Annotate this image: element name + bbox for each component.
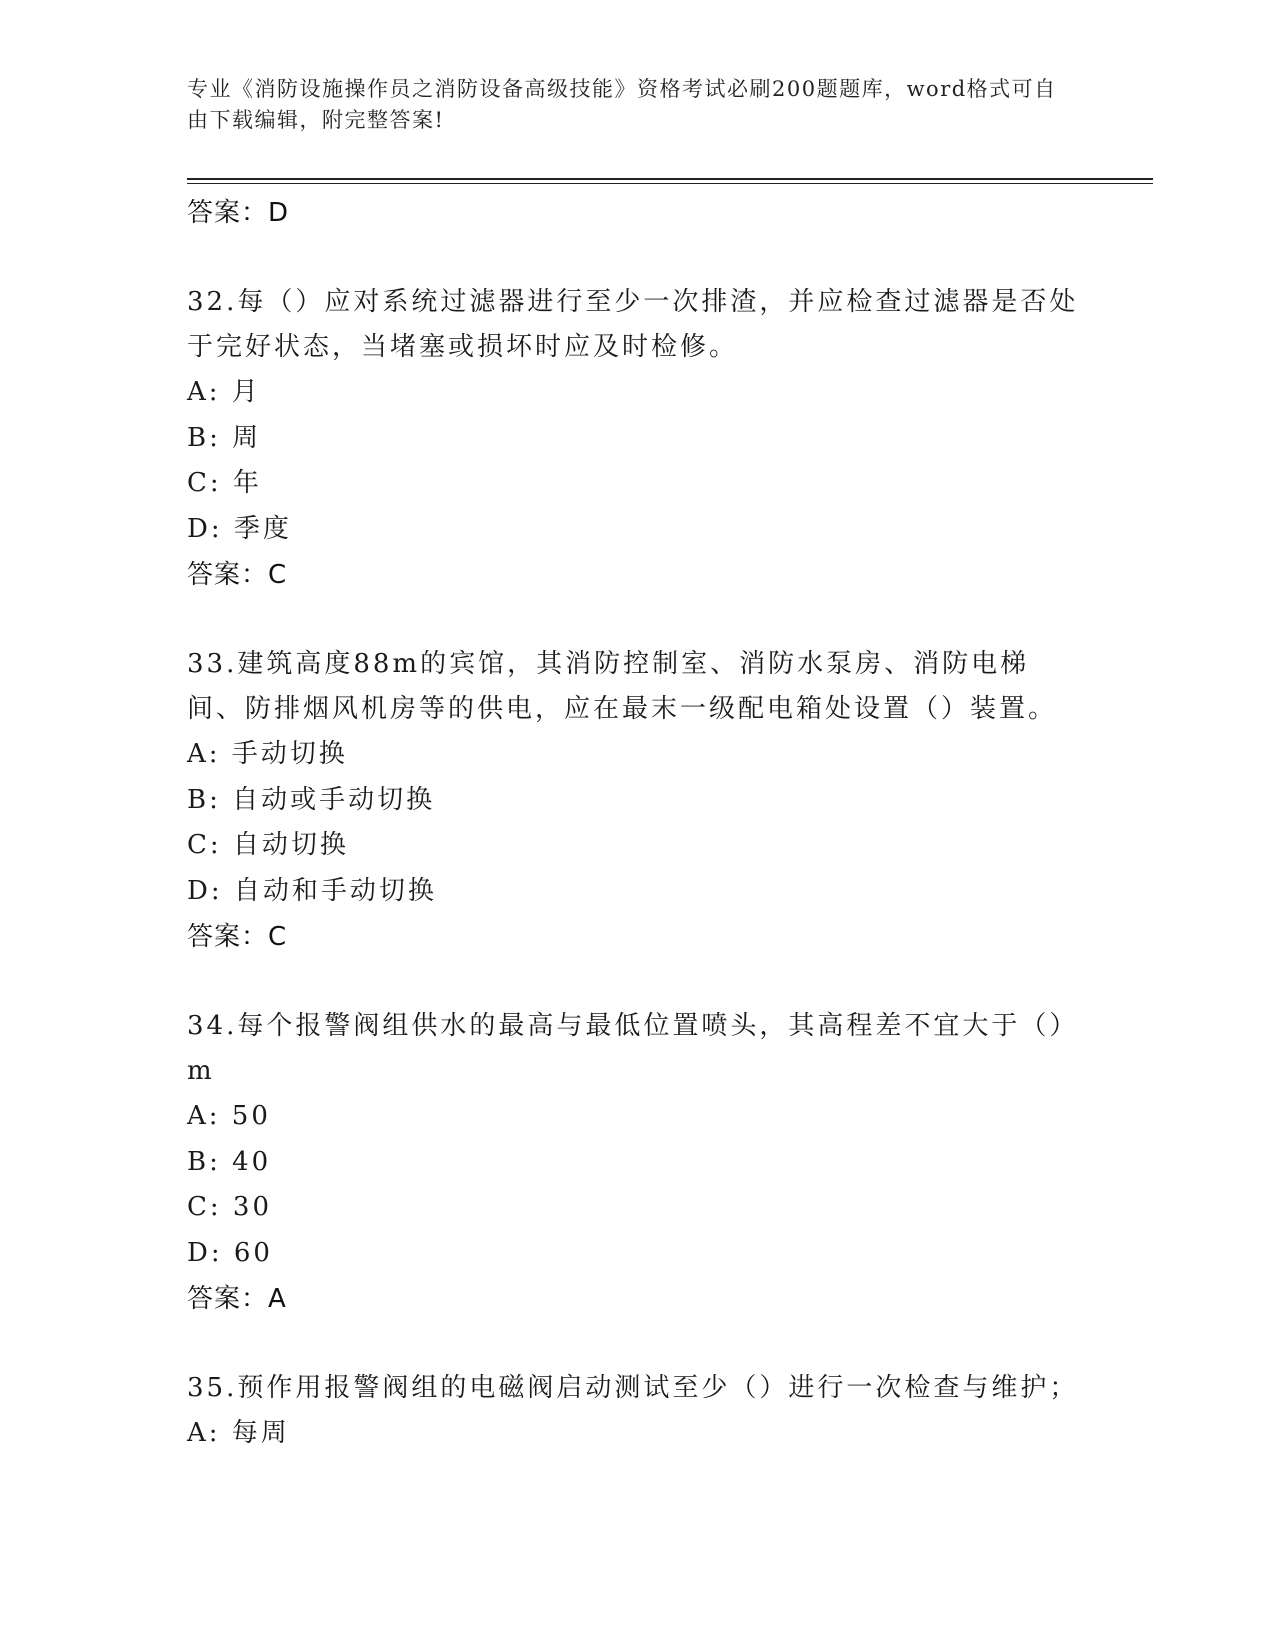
spacer <box>187 598 1087 642</box>
question-stem: 33.建筑高度88m的宾馆，其消防控制室、消防水泵房、消防电梯间、防排烟风机房等的供电，应在最末一级配电箱处设置（）装置。 <box>187 649 1058 724</box>
option-d: D: 60 <box>187 1237 273 1268</box>
option-d: D: 季度 <box>187 513 292 544</box>
option-c: C: 自动切换 <box>187 830 349 860</box>
header-divider-thin <box>187 183 1153 184</box>
option-a: A: 每周 <box>187 1418 290 1448</box>
question-stem: 32.每（）应对系统过滤器进行至少一次排渣，并应检查过滤器是否处于完好状态，当堵塞或损坏时应及时检修。 <box>187 287 1079 362</box>
option-b: B: 自动或手动切换 <box>187 784 436 815</box>
question-block <box>187 1004 1087 1322</box>
question-block <box>187 1366 1087 1457</box>
answer-line: 答案：D <box>187 198 290 228</box>
option-b: B: 40 <box>187 1146 272 1177</box>
question-stem: 34.每个报警阀组供水的最高与最低位置喷头，其高程差不宜大于（）m <box>187 1011 1079 1086</box>
option-b: B: 周 <box>187 422 262 453</box>
answer-line: 答案：C <box>187 560 288 590</box>
header-divider-thick <box>187 178 1153 180</box>
document-header: 专业《消防设施操作员之消防设备高级技能》资格考试必刷200题题库，word格式可自由下载编辑，附完整答案! <box>187 77 1057 132</box>
option-c: C: 年 <box>187 468 262 498</box>
question-block <box>187 642 1087 960</box>
answer-line: 答案：C <box>187 922 288 952</box>
answer-line: 答案：A <box>187 1284 287 1314</box>
option-a: A: 50 <box>187 1101 271 1131</box>
question-block <box>187 280 1087 598</box>
spacer <box>187 236 1087 280</box>
option-c: C: 30 <box>187 1192 273 1222</box>
question-stem: 35.预作用报警阀组的电磁阀启动测试至少（）进行一次检查与维护； <box>187 1373 1079 1403</box>
option-a: A: 手动切换 <box>187 739 348 769</box>
spacer <box>187 1322 1087 1366</box>
option-a: A: 月 <box>187 377 261 407</box>
question-list <box>187 190 1087 1457</box>
option-d: D: 自动和手动切换 <box>187 875 437 906</box>
spacer <box>187 960 1087 1004</box>
